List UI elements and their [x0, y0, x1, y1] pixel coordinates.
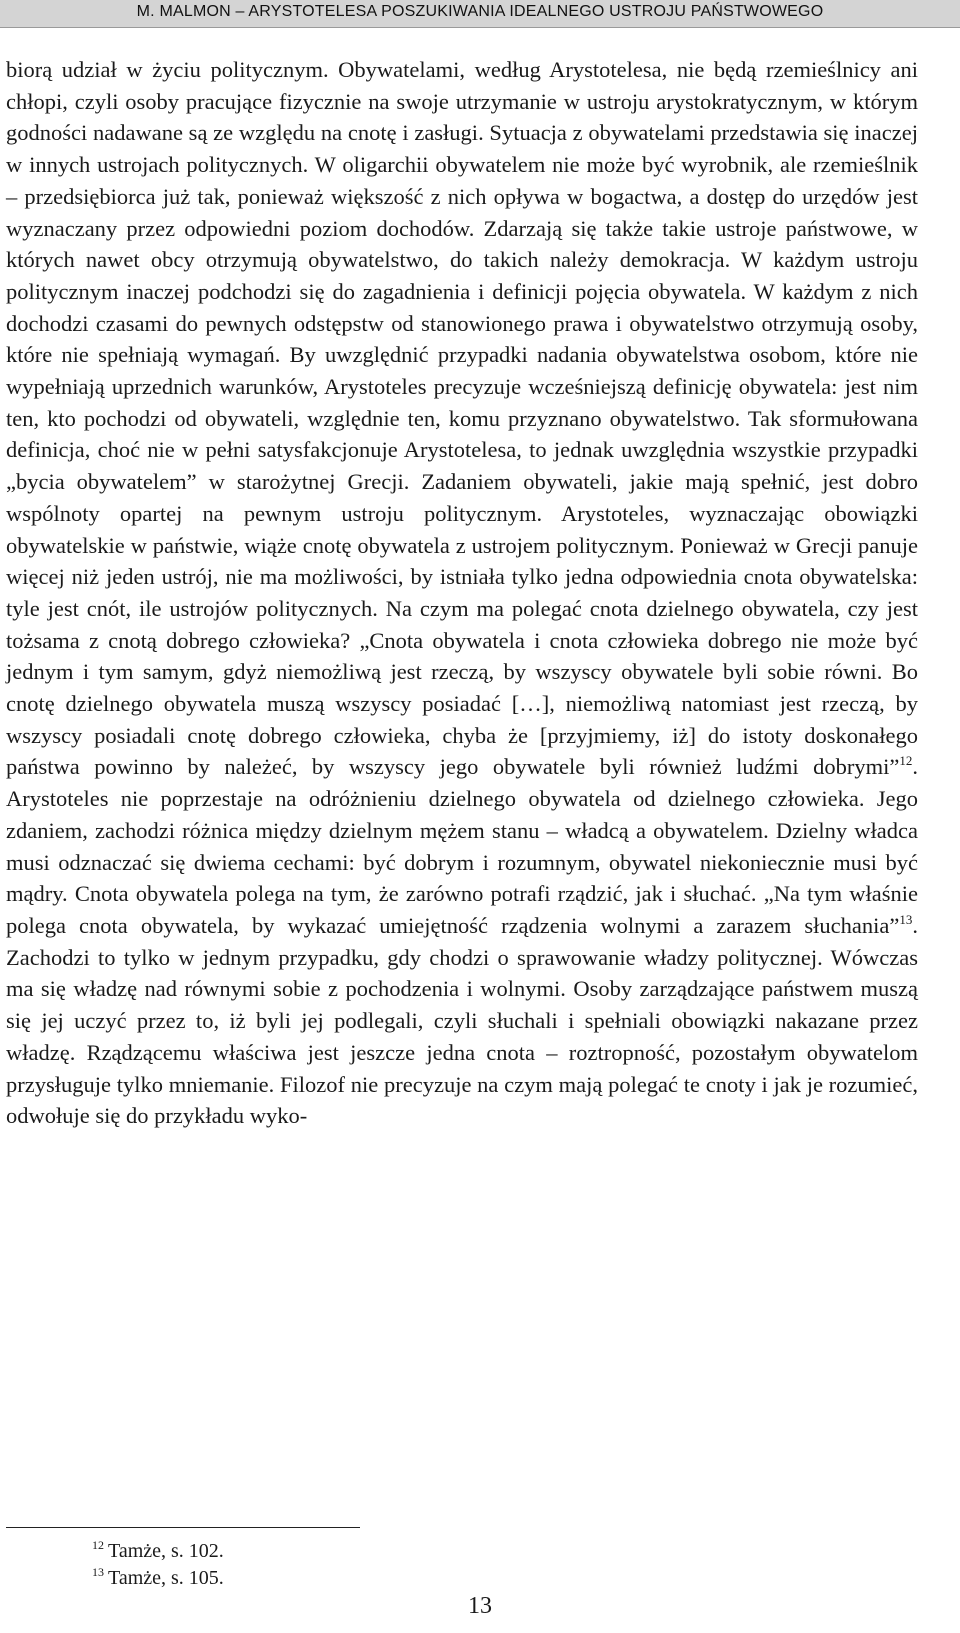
footnote-ref-12[interactable]: 12 [899, 753, 913, 769]
footnote-number: 13 [92, 1565, 104, 1579]
main-text [6, 54, 918, 1132]
paragraph-part-1: biorą udział w życiu politycznym. Obywatelami, według Arystotelesa, nie będą rzemieślnicy ani chłopi, czyli osoby pracujące fizycznie na swoje utrzymanie w ustroju arystokratycznym, w którym godności nadawane są ze względu na cnotę i zasługi. Sytuacja z obywatelami przedstawia się inaczej w innych ustrojach politycznych. W oligarchii obywatelem nie może być wyrobnik, ale rzemieślnik – przedsiębiorca już tak, ponieważ większość z nich opływa w bogactwa, a dostęp do urzędów jest wyznaczany przez odpowiedni poziom dochodów. Zdarzają się także takie ustroje państwowe, w których nawet obcy otrzymują obywatelstwo, do takich należy demokracja. W każdym ustroju politycznym inaczej podchodzi się do zagadnienia i definicji pojęcia obywatela. W każdym z nich dochodzi czasami do pewnych odstępstw od stanowionego prawa i obywatelstwo otrzymują osoby, które nie spełniają wymagań. By uwzględnić przypadki nadania obywatelstwa osobom, które nie wypełniają uprzednich warunków, Arystoteles precyzuje wcześniejszą definicję obywatela: jest nim ten, kto pochodzi od obywateli, względnie ten, komu przyznano obywatelstwo. Tak sformułowana definicja, choć nie w pełni satysfakcjonuje Arystotelesa, to jednak uwzględnia wszystkie przypadki „bycia obywatelem” w starożytnej Grecji. Zadaniem obywateli, jakie mają spełnić, jest dobro wspólnoty opartej na pewnym ustroju politycznym. Arystoteles, wyznaczając obowiązki obywatelskie w państwie, wiąże cnotę obywatela z ustrojem politycznym. Ponieważ w Grecji panuje więcej niż jeden ustrój, nie ma możliwości, by istniała tylko jedna odpowiednia cnota obywatelska: tyle jest cnót, ile ustrojów politycznych. Na czym ma polegać cnota dzielnego obywatela, czy jest tożsama z cnotą dobrego człowieka? „Cnota obywatela i cnota człowieka dobrego nie może być jednym i tym samym, gdyż niemożliwą jest rzeczą, by wszyscy obywatele byli sobie równi. Bo cnotę dzielnego obywatela muszą wszyscy posiadać […], niemożliwą natomiast jest rzeczą, by wszyscy posiadali cnotę dobrego człowieka, chyba że [przyjmiemy, iż] do istoty doskonałego państwa powinno by należeć, by wszyscy jego obywatele byli również ludźmi dobrymi” [6, 57, 918, 780]
page-number: 13 [468, 1593, 492, 1619]
running-header-title: M. MALMON – ARYSTOTELESA POSZUKIWANIA IDEALNEGO USTROJU PAŃSTWOWEGO [136, 3, 824, 20]
running-header [0, 0, 960, 28]
main-paragraph [6, 54, 918, 1132]
footnote-13 [92, 1565, 224, 1592]
paragraph-part-3: . Zachodzi to tylko w jednym przypadku, gdy chodzi o sprawowanie władzy politycznej. Wówczas ma się władzę nad równymi sobie z pochodzenia i wolnymi. Osoby zarządzające państwem muszą się jej uczyć przez to, iż byli jej podlegali, czyli słuchali i spełniali obowiązki nakazane przez władzę. Rządzącemu właściwa jest jeszcze jedna cnota – roztropność, pozostałym obywatelom przysługuje tylko mniemanie. Filozof nie precyzuje na czym mają polegać te cnoty i jak je rozumieć, odwołuje się do przykładu wyko- [6, 912, 918, 1129]
footnote-text: Tamże, s. 102. [108, 1540, 224, 1562]
footnote-number: 12 [92, 1538, 104, 1552]
footnote-separator [6, 1527, 360, 1528]
footnote-ref-13[interactable]: 13 [899, 911, 913, 927]
footnote-text: Tamże, s. 105. [108, 1567, 224, 1589]
footnote-12 [92, 1538, 224, 1565]
footnotes [92, 1538, 224, 1592]
paragraph-part-2: . Arystoteles nie poprzestaje na odróżnieniu dzielnego obywatela od dzielnego człowieka. Jego zdaniem, zachodzi różnica między dzielnym mężem stanu – władcą a obywatelem. Dzielny władca musi odznaczać się dwiema cechami: być dobrym i rozumnym, obywatel niekoniecznie musi być mądry. Cnota obywatela polega na tym, że zarówno potrafi rządzić, jak i słuchać. „Na tym właśnie polega cnota obywatela, by wykazać umiejętność rządzenia wolnymi a zarazem słuchania” [6, 754, 918, 938]
